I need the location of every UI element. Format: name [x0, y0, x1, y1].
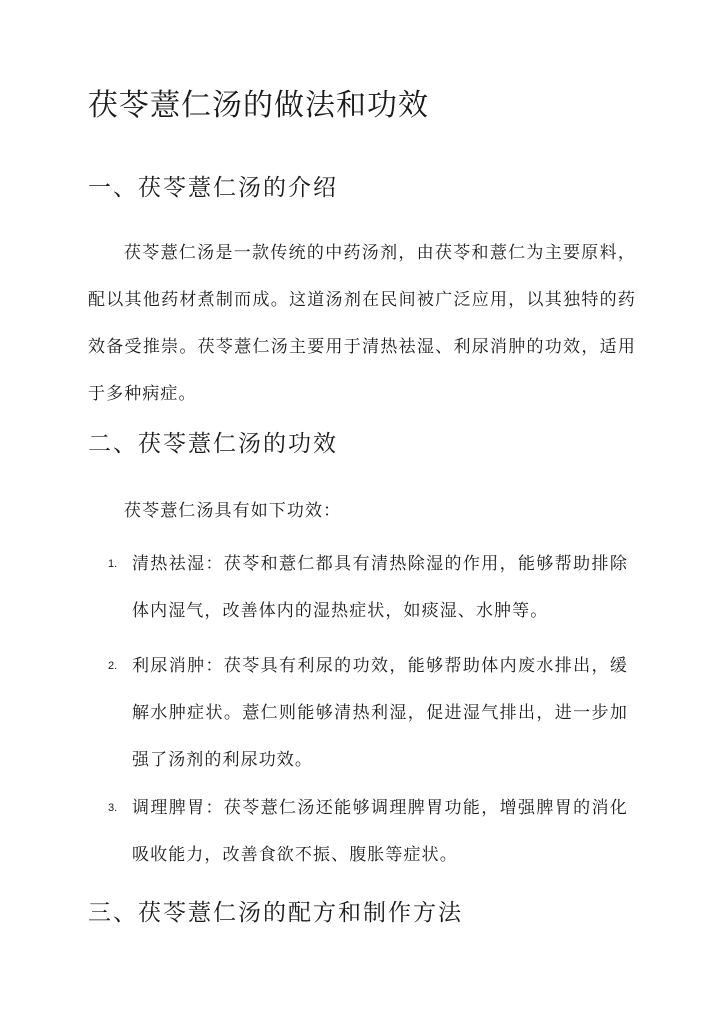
section-heading-efficacy: 二、茯苓薏仁汤的功效 — [88, 431, 338, 457]
list-item — [108, 643, 628, 784]
section-heading-introduction: 一、茯苓薏仁汤的介绍 — [88, 175, 338, 201]
list-number: 2. — [108, 660, 118, 672]
list-item — [108, 541, 628, 635]
list-item-text: 调理脾胃：茯苓薏仁汤还能够调理脾胃功能，增强脾胃的消化吸收能力，改善食欲不振、腹胀等症状。 — [132, 798, 628, 865]
introduction-paragraph: 茯苓薏仁汤是一款传统的中药汤剂，由茯苓和薏仁为主要原料，配以其他药材煮制而成。这道汤剂在民间被广泛应用，以其独特的药效备受推崇。茯苓薏仁汤主要用于清热祛湿、利尿消肿的功效，适用于多种病症。 — [88, 243, 636, 404]
document-title: 茯苓薏仁汤的做法和功效 — [88, 88, 429, 123]
section-heading-recipe: 三、茯苓薏仁汤的配方和制作方法 — [88, 900, 463, 926]
list-item — [108, 785, 628, 879]
list-number: 3. — [108, 802, 118, 814]
list-item-text: 利尿消肿：茯苓具有利尿的功效，能够帮助体内废水排出，缓解水肿症状。薏仁则能够清热利湿，促进湿气排出，进一步加强了汤剂的利尿功效。 — [132, 656, 628, 770]
efficacy-intro: 茯苓薏仁汤具有如下功效： — [124, 501, 342, 521]
list-number: 1. — [108, 558, 118, 570]
list-item-text: 清热祛湿：茯苓和薏仁都具有清热除湿的作用，能够帮助排除体内湿气，改善体内的湿热症状，如痰湿、水肿等。 — [132, 554, 628, 621]
